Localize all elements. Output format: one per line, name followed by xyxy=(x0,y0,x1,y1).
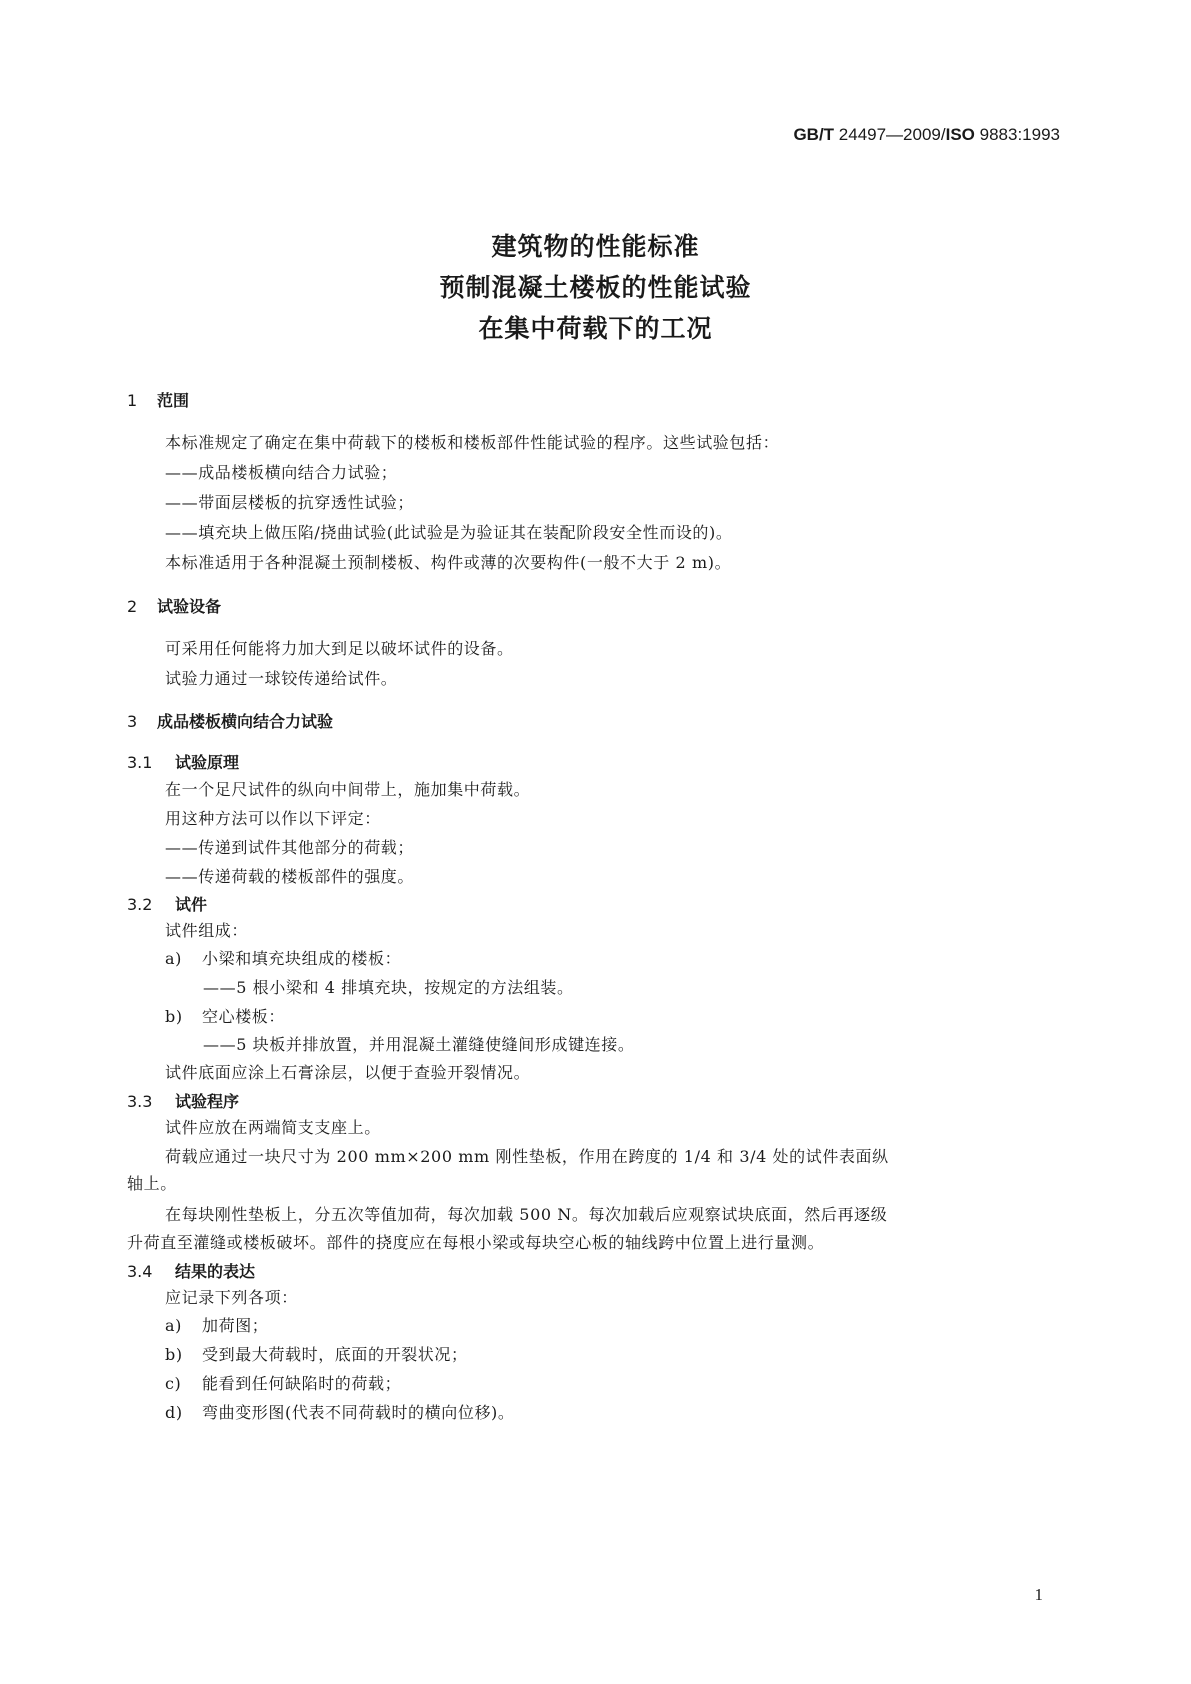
section-3-2-outro: 试件底面应涂上石膏涂层，以便于查验开裂情况。 xyxy=(165,1063,531,1082)
section-2-heading: 2 试验设备 xyxy=(127,597,222,616)
section-3-3-line-3a: 在每块刚性垫板上，分五次等值加荷，每次加载 500 N。每次加载后应观察试块底面，然后再逐级 xyxy=(165,1205,888,1224)
section-3-3-line-1: 试件应放在两端简支支座上。 xyxy=(165,1118,381,1137)
section-3-1-line-1: 在一个足尺试件的纵向中间带上，施加集中荷载。 xyxy=(165,780,531,799)
section-1-line-2: ——成品楼板横向结合力试验； xyxy=(165,463,398,482)
section-1-line-1: 本标准规定了确定在集中荷载下的楼板和楼板部件性能试验的程序。这些试验包括： xyxy=(165,433,780,452)
section-3-4-item-b: b) 受到最大荷载时，底面的开裂状况； xyxy=(165,1345,468,1364)
section-3-2-item-b-detail: ——5 块板并排放置，并用混凝土灌缝使缝间形成键连接。 xyxy=(203,1035,635,1054)
section-3-1-line-3: ——传递到试件其他部分的荷载； xyxy=(165,838,415,857)
section-3-1-line-2: 用这种方法可以作以下评定： xyxy=(165,809,381,828)
section-3-3-line-2b: 轴上。 xyxy=(127,1174,177,1193)
section-1-line-5: 本标准适用于各种混凝土预制楼板、构件或薄的次要构件(一般不大于 2 m)。 xyxy=(165,553,732,572)
section-3-3-heading: 3.3 试验程序 xyxy=(127,1092,240,1111)
section-3-1-heading: 3.1 试验原理 xyxy=(127,753,240,772)
section-2-line-2: 试验力通过一球铰传递给试件。 xyxy=(165,669,398,688)
section-3-heading: 3 成品楼板横向结合力试验 xyxy=(127,712,334,731)
section-3-2-item-a-detail: ——5 根小梁和 4 排填充块，按规定的方法组装。 xyxy=(203,978,574,997)
document-title xyxy=(0,226,1191,349)
section-3-4-intro: 应记录下列各项： xyxy=(165,1288,298,1307)
page-number: 1 xyxy=(1034,1585,1043,1604)
section-3-2-heading: 3.2 试件 xyxy=(127,895,208,914)
title-line-3: 在集中荷载下的工况 xyxy=(478,314,713,343)
section-3-4-heading: 3.4 结果的表达 xyxy=(127,1262,256,1281)
section-3-1-line-4: ——传递荷载的楼板部件的强度。 xyxy=(165,867,415,886)
section-3-2-item-b: b) 空心楼板： xyxy=(165,1007,286,1026)
section-1-line-4: ——填充块上做压陷/挠曲试验(此试验是为验证其在装配阶段安全性而设的)。 xyxy=(165,523,733,542)
section-1-heading: 1 范围 xyxy=(127,391,190,410)
section-3-2-intro: 试件组成： xyxy=(165,921,249,940)
section-3-4-item-c: c) 能看到任何缺陷时的荷载； xyxy=(165,1374,402,1393)
section-3-3-line-2a: 荷载应通过一块尺寸为 200 mm×200 mm 刚性垫板，作用在跨度的 1/4 和 3/4 处的试件表面纵 xyxy=(165,1147,889,1166)
section-3-3-line-3b: 升荷直至灌缝或楼板破坏。部件的挠度应在每根小梁或每块空心板的轴线跨中位置上进行量测。 xyxy=(127,1233,825,1252)
section-1-line-3: ——带面层楼板的抗穿透性试验； xyxy=(165,493,415,512)
section-3-2-item-a: a) 小梁和填充块组成的楼板： xyxy=(165,949,402,968)
document-code: GB/T 24497—2009/ISO 9883:1993 xyxy=(793,125,1060,144)
title-line-2: 预制混凝土楼板的性能试验 xyxy=(439,273,752,302)
section-2-line-1: 可采用任何能将力加大到足以破坏试件的设备。 xyxy=(165,639,514,658)
section-3-4-item-a: a) 加荷图； xyxy=(165,1316,269,1335)
title-line-1: 建筑物的性能标准 xyxy=(491,232,700,261)
section-3-4-item-d: d) 弯曲变形图(代表不同荷载时的横向位移)。 xyxy=(165,1403,515,1422)
